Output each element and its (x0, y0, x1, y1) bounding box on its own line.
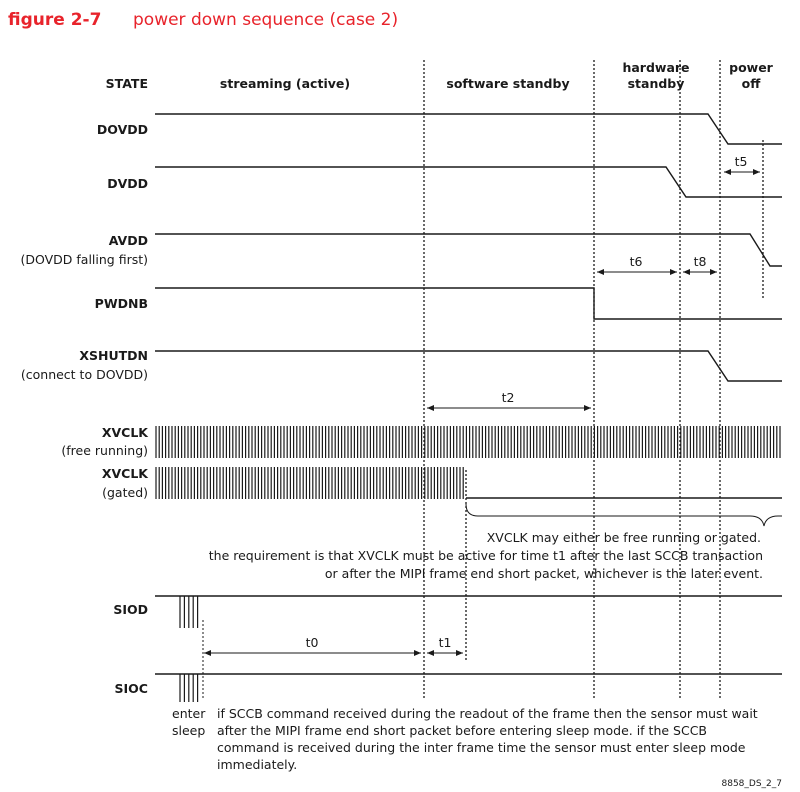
label-avdd-note: (DOVDD falling first) (20, 252, 148, 267)
dashed-boundaries (424, 60, 763, 700)
wave-xvclk-free (156, 426, 780, 458)
label-dvdd: DVDD (107, 176, 148, 191)
state-streaming: streaming (active) (219, 76, 351, 91)
label-t8: t8 (693, 254, 707, 269)
wave-xvclk-gated (156, 467, 463, 499)
note-sccb-3: command is received during the inter frame time the sensor must enter sleep mode (217, 740, 746, 755)
note-sccb-1: if SCCB command received during the readout of the frame then the sensor must wait (217, 706, 758, 721)
state-software-standby: software standby (446, 76, 570, 91)
state-hardware-line1: hardware (622, 60, 690, 75)
siod-pulses (180, 596, 198, 628)
label-t5: t5 (734, 154, 748, 169)
wave-xshutdn (155, 351, 782, 381)
note-xvclk-2: the requirement is that XVCLK must be active for time t1 after the last SCCB transaction (208, 548, 763, 563)
label-t0: t0 (305, 635, 319, 650)
label-pwdnb: PWDNB (94, 296, 148, 311)
state-header: STATE (105, 76, 148, 91)
wave-avdd (155, 234, 782, 266)
wave-pwdnb (155, 288, 782, 319)
state-power-line1: power (729, 60, 773, 75)
label-siod: SIOD (113, 602, 148, 617)
brace (466, 504, 782, 526)
label-xvclk-gated: XVCLK (101, 466, 148, 481)
note-xvclk-1: XVCLK may either be free running or gated. (486, 530, 761, 545)
label-t1: t1 (438, 635, 452, 650)
label-dovdd: DOVDD (96, 122, 148, 137)
label-avdd: AVDD (108, 233, 148, 248)
label-xshutdn-note: (connect to DOVDD) (20, 367, 148, 382)
note-enter: enter (172, 706, 206, 721)
label-xvclk-free-note: (free running) (61, 443, 148, 458)
figure-id: 8858_DS_2_7 (721, 779, 782, 789)
label-t6: t6 (629, 254, 643, 269)
label-sioc: SIOC (114, 681, 148, 696)
figure-title: power down sequence (case 2) (133, 10, 399, 30)
state-hardware-line2: standby (627, 76, 685, 91)
figure-number: figure 2-7 (8, 10, 102, 30)
timing-arrows (203, 172, 760, 700)
label-xvclk-gated-note: (gated) (102, 485, 148, 500)
waveforms (155, 114, 782, 674)
note-sccb-4: immediately. (217, 757, 298, 772)
note-xvclk-3: or after the MIPI frame end short packet, whichever is the later event. (324, 566, 763, 581)
label-xvclk-free: XVCLK (101, 425, 148, 440)
label-xshutdn: XSHUTDN (79, 348, 148, 363)
note-sleep: sleep (172, 723, 206, 738)
sioc-pulses (180, 674, 198, 702)
note-sccb-2: after the MIPI frame end short packet before entering sleep mode. if the SCCB (217, 723, 708, 738)
label-t2: t2 (501, 390, 515, 405)
state-power-line2: off (741, 76, 761, 91)
wave-dovdd (155, 114, 782, 144)
wave-dvdd (155, 167, 782, 197)
